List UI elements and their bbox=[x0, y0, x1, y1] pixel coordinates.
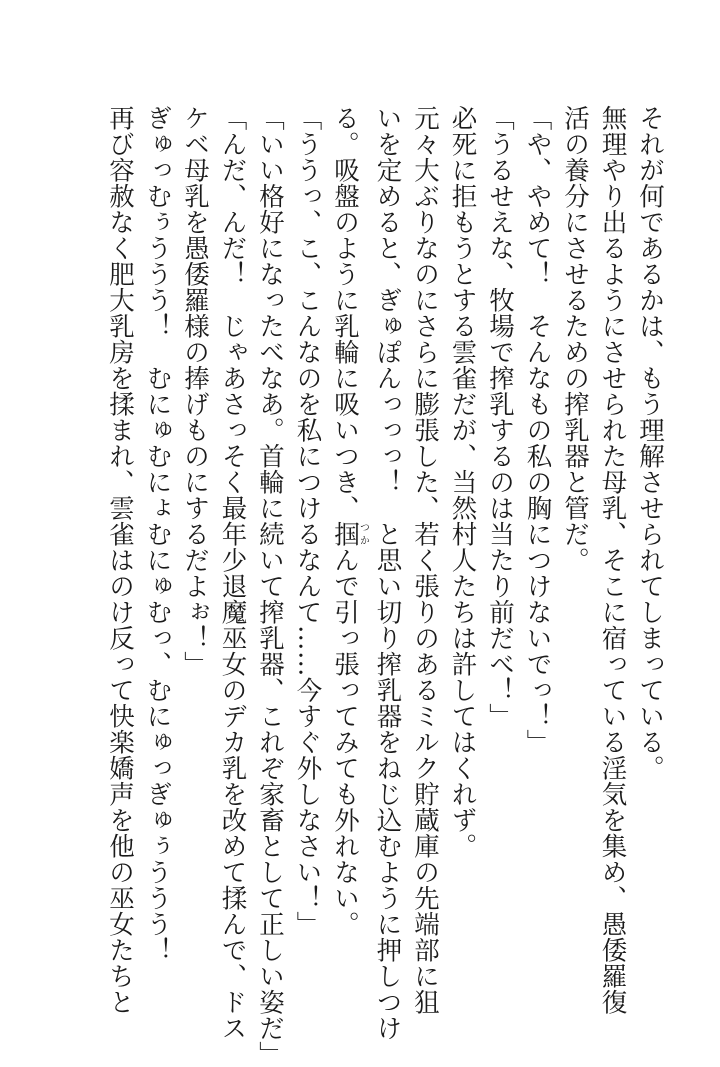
text-line-7: 元々大ぶりなのにさらに膨張した、若く張りのあるミルク貯蔵庫の先端部に狙 bbox=[410, 105, 440, 1015]
text-line-9-end: んで引っ張ってみても外れない。 bbox=[330, 547, 360, 937]
text-line-14: ぎゅっむぅううう！ むにゅむにょむにゅむっ、むにゅっぎゅぅううう！ bbox=[142, 105, 173, 963]
vertical-text-body bbox=[101, 105, 669, 1067]
text-line-5: 「うるせえな、牧場で搾乳するのは当たり前だべ！」 bbox=[485, 105, 515, 729]
furigana-base: 掴 bbox=[330, 521, 360, 547]
text-line-11: 「いい格好になったべなあ。首輪に続いて搾乳器、これぞ家畜として正しい姿だ」 bbox=[255, 105, 285, 1067]
text-line-10: 「ううっ、こ、こんなのを私につけるなんて……今すぐ外しなさい！」 bbox=[292, 105, 323, 937]
text-line-2: 無理やり出るようにさせられた母乳、そこに宿っている淫気を集め、愚倭羅復 bbox=[597, 105, 628, 1015]
text-line-15: 再び容赦なく肥大乳房を揉まれ、雲雀はのけ反って快楽嬌声を他の巫女たちと bbox=[105, 105, 135, 1015]
text-line-13: ケベ母乳を愚倭羅様の捧げものにするだよぉ！」 bbox=[180, 105, 210, 677]
text-line-4: 「や、やめて！ そんなもの私の胸につけないでっ！」 bbox=[522, 105, 553, 755]
furigana-word bbox=[330, 521, 369, 547]
text-line-9 bbox=[326, 105, 369, 985]
text-line-9-start: る。吸盤のように乳輪に吸いつき、 bbox=[330, 105, 360, 521]
text-line-3: 活の養分にさせるための搾乳器と管だ。 bbox=[560, 105, 590, 573]
text-line-1: それが何であるかは、もう理解させられてしまっている。 bbox=[635, 105, 665, 781]
text-line-8: いを定めると、ぎゅぽんっっっ！ と思い切り搾乳器をねじ込むように押しつけ bbox=[372, 105, 403, 1041]
text-line-12: 「んだ、んだ！ じゃあさっそく最年少退魔巫女のデカ乳を改めて揉んで、ドス bbox=[217, 105, 248, 1041]
text-line-6: 必死に拒もうとする雲雀だが、当然村人たちは許してはくれず。 bbox=[447, 105, 478, 859]
furigana-reading: つか bbox=[357, 521, 369, 547]
